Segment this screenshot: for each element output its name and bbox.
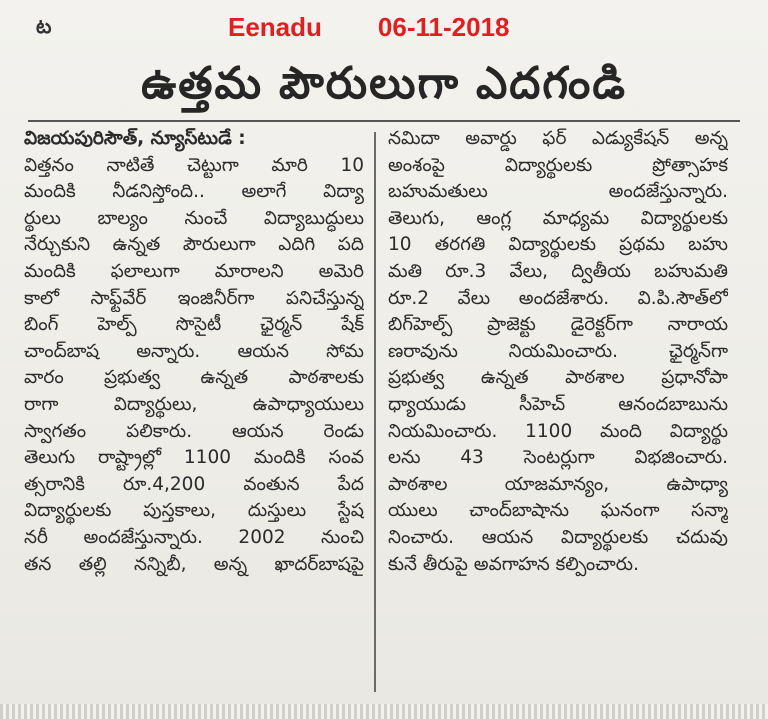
article-line: తన తల్లి నన్నిబీ, అన్న ఖాదర్‌బాషపై	[24, 553, 364, 575]
article-line: లను 43 సెంటర్లుగా విభజించారు.	[388, 447, 728, 469]
article-line: రాగా విద్యార్థులు, ఉపాధ్యాయులు	[24, 393, 364, 415]
article-line: నించారు. ఆయన విద్యార్థులకు చదువు	[388, 526, 728, 548]
clipping-bottom-edge	[0, 704, 768, 719]
article-line: బిగ్‌హెల్ప్ ప్రాజెక్టు డైరెక్టర్‌గా నారాయ	[388, 314, 728, 336]
article-line: స్వాగతం పలికారు. ఆయన రెండు	[24, 420, 364, 442]
article-line: రూ.2 వేలు అందజేశారు. వి.పి.సౌత్‌లో	[388, 287, 728, 309]
headline-rule	[28, 120, 740, 122]
article-line: వారం ప్రభుత్వ ఉన్నత పాఠశాలకు	[24, 367, 364, 389]
headline: ఉత్తమ పౌరులుగా ఎదగండి	[141, 58, 627, 109]
article-line: తెలుగు, ఆంగ్ల మాధ్యమ విద్యార్థులకు	[388, 207, 728, 229]
article-line: నరీ అందజేస్తున్నారు. 2002 నుంచి	[24, 526, 364, 548]
article-line: కునే తీరుపై అవగాహన కల్పించారు.	[388, 553, 639, 575]
article-line: చాంద్‌బాష అన్నారు. ఆయన సోమ	[24, 340, 364, 362]
article-line: తెలుగు రాష్ట్రాల్లో 1100 మందికి సంవ	[24, 447, 364, 469]
article-line: యులు చాంద్‌బాషాను ఘనంగా సన్మా	[388, 500, 728, 522]
article-line: నియమించారు. 1100 మంది విద్యార్థు	[388, 420, 728, 442]
article-line: మందికి ఫలాలుగా మారాలని అమెరి	[24, 260, 364, 282]
article-line: త్సరానికి రూ.4,200 వంతున పేద	[24, 473, 364, 495]
newspaper-name: Eenadu	[228, 12, 322, 42]
article-line: నేర్చుకుని ఉన్నత పౌరులుగా ఎదిగి పది	[24, 234, 364, 256]
corner-fragment: ట	[36, 14, 52, 38]
article-line: మతి రూ.3 వేలు, ద్వితీయ బహుమతి	[388, 260, 728, 282]
article-column-left	[24, 126, 364, 578]
source-line	[228, 12, 509, 43]
article-line: పాఠశాల యాజమాన్యం, ఉపాధ్యా	[388, 473, 728, 495]
article-line: విత్తనం నాటితే చెట్టుగా మారి 10	[24, 154, 364, 176]
publication-date: 06-11-2018	[377, 12, 510, 42]
article-line: ణరావును నియమించారు. ఛైర్మన్‌గా	[388, 340, 728, 362]
article-line: ర్థులు బాల్యం నుంచే విద్యాబుద్ధులు	[24, 207, 364, 229]
dateline: విజయపురిసౌత్, న్యూస్‌టుడే :	[24, 128, 246, 149]
article-line: 10 తరగతి విద్యార్థులకు ప్రథమ బహు	[388, 234, 728, 256]
article-line: ప్రభుత్వ ఉన్నత పాఠశాల ప్రధానోపా	[388, 367, 728, 389]
article-line: బింగ్ హెల్ప్ సొసైటీ ఛైర్మన్ షేక్	[24, 314, 364, 336]
article-line: అంశంపై విద్యార్థులకు ప్రోత్సాహక	[388, 154, 728, 176]
article-line: కాలో సాఫ్ట్‌వేర్ ఇంజినీర్‌గా పనిచేస్తున్న	[24, 287, 364, 309]
article-line: విద్యార్థులకు పుస్తకాలు, దుస్తులు స్టేష	[24, 500, 364, 522]
article-line: నమిదా అవార్డు ఫర్ ఎడ్యుకేషన్ అన్న	[388, 128, 728, 149]
article-line: మందికి నీడనిస్తోంది.. అలాగే విద్యా	[24, 181, 364, 203]
column-divider	[374, 132, 376, 692]
article-line: బహుమతులు అందజేస్తున్నారు.	[388, 181, 728, 203]
article-line: ధ్యాయుడు సీహెచ్ ఆనందబాబును	[388, 393, 728, 415]
article-column-right	[388, 126, 728, 578]
